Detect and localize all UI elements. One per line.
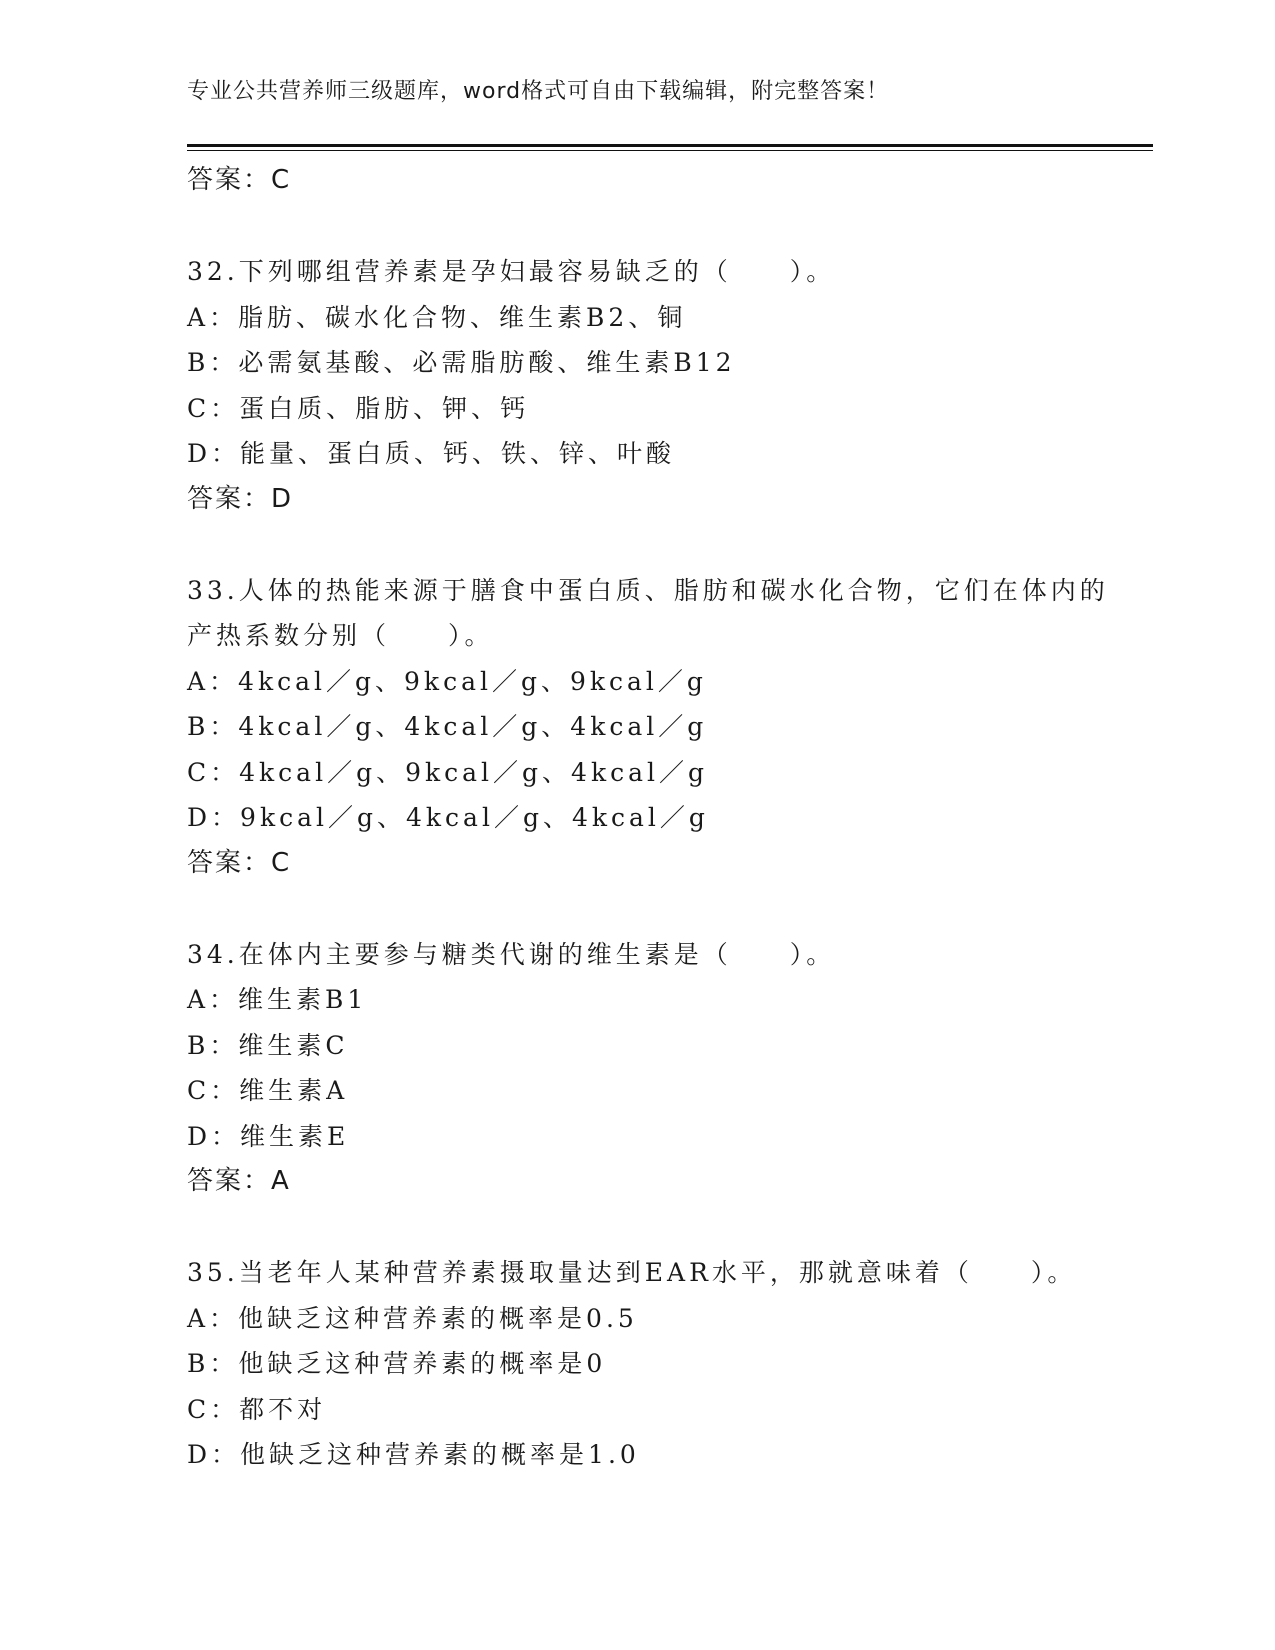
option-b: B：必需氨基酸、必需脂肪酸、维生素B12 [187, 348, 736, 377]
question-33 [187, 568, 1127, 886]
question-text: 35.当老年人某种营养素摄取量达到EAR水平，那就意味着（ ）。 [187, 1258, 1077, 1287]
option-d: D：维生素E [187, 1121, 350, 1151]
answer: 答案：C [187, 847, 292, 878]
question-35 [187, 1250, 1127, 1478]
page-header: 专业公共营养师三级题库，word格式可自由下载编辑，附完整答案！ [187, 79, 890, 104]
option-a: A：他缺乏这种营养素的概率是0.5 [187, 1303, 638, 1333]
option-b: B：他缺乏这种营养素的概率是0 [187, 1349, 607, 1378]
question-text: 34.在体内主要参与糖类代谢的维生素是（ ）。 [187, 939, 836, 969]
option-c: C：都不对 [187, 1394, 327, 1424]
option-b: B：4kcal／g、4kcal／g、4kcal／g [187, 712, 708, 741]
answer: 答案：D [187, 483, 294, 514]
question-text: 33.人体的热能来源于膳食中蛋白质、脂肪和碳水化合物，它们在体内的产热系数分别（ ）。 [187, 575, 1109, 650]
header-rule-thin [187, 150, 1153, 151]
option-c: C：4kcal／g、9kcal／g、4kcal／g [187, 757, 709, 787]
question-list [187, 158, 1127, 1478]
option-a: A：维生素B1 [187, 985, 368, 1014]
question-34 [187, 932, 1127, 1205]
option-b: B：维生素C [187, 1030, 349, 1060]
previous-answer: 答案：C [187, 165, 292, 195]
option-d: D：能量、蛋白质、钙、铁、锌、叶酸 [187, 439, 676, 468]
question-text: 32.下列哪组营养素是孕妇最容易缺乏的（ ）。 [187, 257, 836, 286]
header-rule [187, 144, 1153, 147]
option-d: D：他缺乏这种营养素的概率是1.0 [187, 1440, 640, 1469]
option-d: D：9kcal／g、4kcal／g、4kcal／g [187, 803, 709, 832]
question-32 [187, 249, 1127, 522]
option-c: C：蛋白质、脂肪、钾、钙 [187, 393, 530, 423]
option-a: A：脂肪、碳水化合物、维生素B2、铜 [187, 302, 687, 332]
option-a: A：4kcal／g、9kcal／g、9kcal／g [187, 666, 707, 696]
answer: 答案：A [187, 1166, 291, 1196]
option-c: C：维生素A [187, 1076, 349, 1105]
